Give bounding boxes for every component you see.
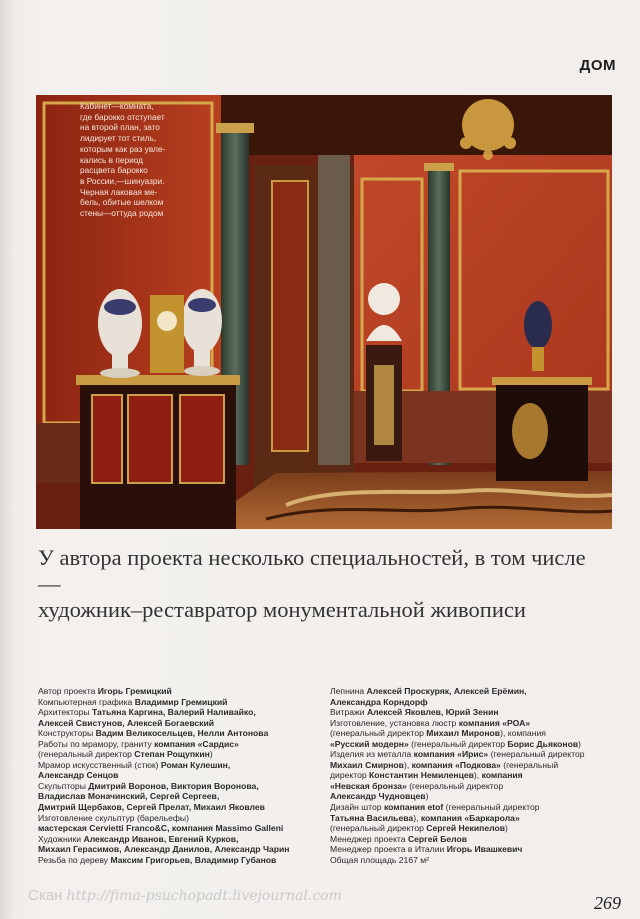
credit-name: Борис Дьяконов [507, 738, 579, 749]
credit-line [330, 781, 610, 792]
credit-role: (генеральный директор [330, 823, 427, 834]
credit-line [38, 739, 328, 750]
credit-name: компания «Ирис» [413, 749, 489, 760]
credit-name: Александр Иванов, Евгений Курков, [83, 833, 239, 844]
credit-role: (генеральный [500, 759, 559, 770]
credit-role: ), [413, 812, 421, 823]
credit-name: Вадим Великосельцев, Нелли Антонова [95, 728, 269, 739]
credit-role: (генеральный директор [38, 749, 135, 760]
credit-line [38, 802, 328, 813]
credit-role: ) [578, 738, 582, 749]
credit-line [38, 686, 328, 697]
credit-name: Сергей Некипелов [426, 823, 505, 834]
credit-name: Игорь Гремицкий [97, 686, 172, 696]
credit-name: Дмитрий Щербаков, Сергей Прелат, Михаил Яковлев [38, 802, 265, 813]
credit-name: Владимир Гремицкий [134, 696, 228, 707]
headline: У автора проекта несколько специальностей, в том числе— художник–реставратор монументальной живописи [38, 545, 586, 622]
credit-name: Константин Немиленцев [369, 770, 474, 781]
credit-name: Михаил Смирнов [330, 759, 404, 770]
credit-name: Владислав Моначинский, Сергей Сергеев, [38, 791, 220, 802]
credit-name: Дмитрий Воронов, Виктория Воронова, [88, 780, 259, 791]
credit-role: (генеральный директор [488, 749, 585, 760]
credit-name: Алексей Яковлев, Юрий Зенин [366, 707, 499, 718]
credit-name: компания «РОА» [458, 717, 531, 728]
credit-line [38, 697, 328, 708]
credit-name: компания «Сардис» [154, 738, 239, 749]
credit-line [330, 813, 610, 824]
credit-name: мастерская Cervietti Franco&C, компания Massimo Galleni [38, 823, 284, 834]
credit-line [330, 802, 610, 813]
credit-role: Менеджер проекта [330, 833, 408, 844]
credit-line [330, 728, 610, 739]
credit-role: ) [504, 823, 508, 834]
credit-name: Александр Чудновцев [330, 791, 426, 802]
credit-role: ), компания [500, 728, 546, 739]
credit-role: (генеральный директор [330, 728, 427, 739]
credit-role: ), [473, 770, 482, 781]
credit-name: «Невская бронза» [330, 780, 407, 791]
credit-role: (генеральный директор [406, 780, 504, 791]
credit-line [38, 749, 328, 760]
credit-role: ) [425, 791, 429, 802]
credit-name: Татьяна Васильева [330, 812, 414, 823]
credit-line [38, 707, 328, 718]
credit-line [330, 855, 610, 866]
credit-role: Мрамор искусственный (стюк) [38, 759, 161, 770]
credit-name: Александра Корндорф [330, 696, 428, 707]
credits-right-column [330, 686, 610, 865]
credit-line [38, 781, 328, 792]
credit-line [330, 686, 610, 697]
credit-line [38, 813, 328, 824]
watermark-label: Скан [28, 887, 63, 904]
credit-role: директор [330, 770, 370, 781]
credit-name: компания «Подкова» [411, 759, 501, 770]
credit-role: ) [209, 749, 213, 760]
credit-role: Автор проекта [38, 686, 98, 696]
credit-role: Работы по мрамору, граниту [38, 738, 155, 749]
credit-line [330, 760, 610, 771]
credit-name: компания etof [383, 802, 444, 813]
credit-name: компания «Баркарола» [420, 812, 520, 823]
credit-line [38, 718, 328, 729]
credit-role: (генеральный директор [408, 738, 508, 749]
watermark-url: http://fima-psuchopadt.livejournal.com [66, 888, 342, 904]
credit-role: Изготовление, установка люстр [330, 717, 459, 728]
credit-line [38, 728, 328, 739]
credit-role: Резьба по дереву [38, 854, 111, 865]
section-label: ДОМ [579, 57, 616, 74]
credit-role: Витражи [330, 707, 367, 718]
scan-watermark [28, 887, 342, 904]
credit-role: Художники [38, 833, 84, 844]
credit-role: Конструкторы [38, 728, 96, 739]
credit-name: Сергей Белов [407, 833, 468, 844]
credit-line [38, 760, 328, 771]
credit-role: ), [403, 759, 412, 770]
credit-role: Менеджер проекта в Италии [330, 844, 447, 855]
credit-line [38, 823, 328, 834]
page-number: 269 [594, 893, 621, 913]
credit-role: Дизайн штор [330, 802, 384, 813]
credit-line [330, 834, 610, 845]
credit-name: Максим Григорьев, Владимир Губанов [110, 854, 277, 865]
credit-line [38, 791, 328, 802]
credit-line [330, 739, 610, 750]
credit-role: Общая площадь 2167 м² [330, 854, 430, 865]
credit-name: Степан Рощупкин [134, 749, 210, 760]
credit-role: Архитекторы [38, 707, 92, 718]
credit-name: Алексей Свистунов, Алексей Богаевский [38, 717, 215, 728]
credit-line [330, 770, 610, 781]
credit-line [38, 770, 328, 781]
credit-line [330, 749, 610, 760]
credit-name: компания [481, 770, 523, 781]
credit-line [330, 718, 610, 729]
credit-line [330, 707, 610, 718]
credit-role: Скульпторы [38, 780, 89, 791]
credit-name: Александр Сенцов [38, 770, 119, 781]
credit-name: Татьяна Каргина, Валерий Наливайко, [91, 707, 256, 718]
credit-line [38, 844, 328, 855]
credit-line [38, 834, 328, 845]
credit-line [38, 855, 328, 866]
credit-line [330, 697, 610, 708]
photo-caption: Кабинет—комната, где барокко отступает на второй план, зато лидирует тот стиль, которым как раз увле- кались в период расцвета барокко в России,—шинуазри. Черная лаковая ме- бель, обитые шелком стены—оттуда родом [80, 101, 166, 219]
credit-name: Игорь Ивашкевич [446, 844, 523, 855]
credit-name: Роман Кулешин, [160, 759, 231, 770]
credit-name: Алексей Проскуряк, Алексей Ерёмин, [366, 686, 527, 696]
credit-role: Компьютерная графика [38, 696, 135, 707]
credit-role: Изделия из металла [330, 749, 414, 760]
credit-line [330, 844, 610, 855]
credit-name: Михаил Герасимов, Александр Данилов, Александр Чарин [38, 844, 290, 855]
credit-line [330, 823, 610, 834]
credit-role: (генеральный директор [443, 802, 540, 813]
credit-role: Изготовление скульптур (барельефы) [38, 812, 189, 823]
credit-name: Михаил Миронов [426, 728, 501, 739]
credit-role: Лепнина [330, 686, 367, 696]
credit-line [330, 791, 610, 802]
credits-left-column [38, 686, 328, 865]
credit-name: «Русский модерн» [330, 738, 409, 749]
